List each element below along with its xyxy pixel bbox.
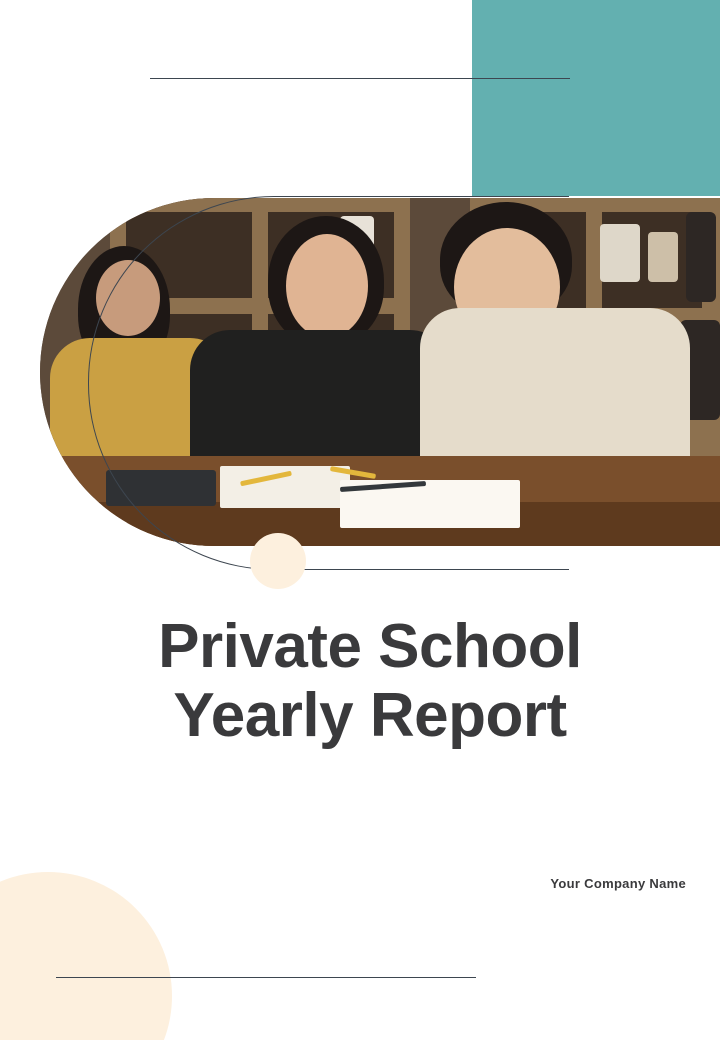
page-title-line-1: Private School	[158, 612, 582, 681]
company-name: Your Company Name	[550, 876, 686, 891]
page-title-line-2: Yearly Report	[173, 681, 567, 751]
page-title	[40, 612, 700, 751]
person-head	[286, 234, 368, 338]
top-divider-rule	[150, 78, 570, 79]
photo-image	[40, 198, 720, 546]
bottom-divider-rule	[56, 977, 476, 978]
cream-corner-accent	[0, 872, 172, 1040]
person-head	[96, 260, 160, 336]
cover-photo	[40, 198, 720, 546]
shelf-bottle	[686, 212, 716, 302]
shelf-jar	[648, 232, 678, 282]
teal-accent-block	[472, 0, 720, 196]
cream-circle-accent	[250, 533, 306, 589]
photo-laptop	[106, 470, 216, 506]
shelf-jar	[600, 224, 640, 282]
